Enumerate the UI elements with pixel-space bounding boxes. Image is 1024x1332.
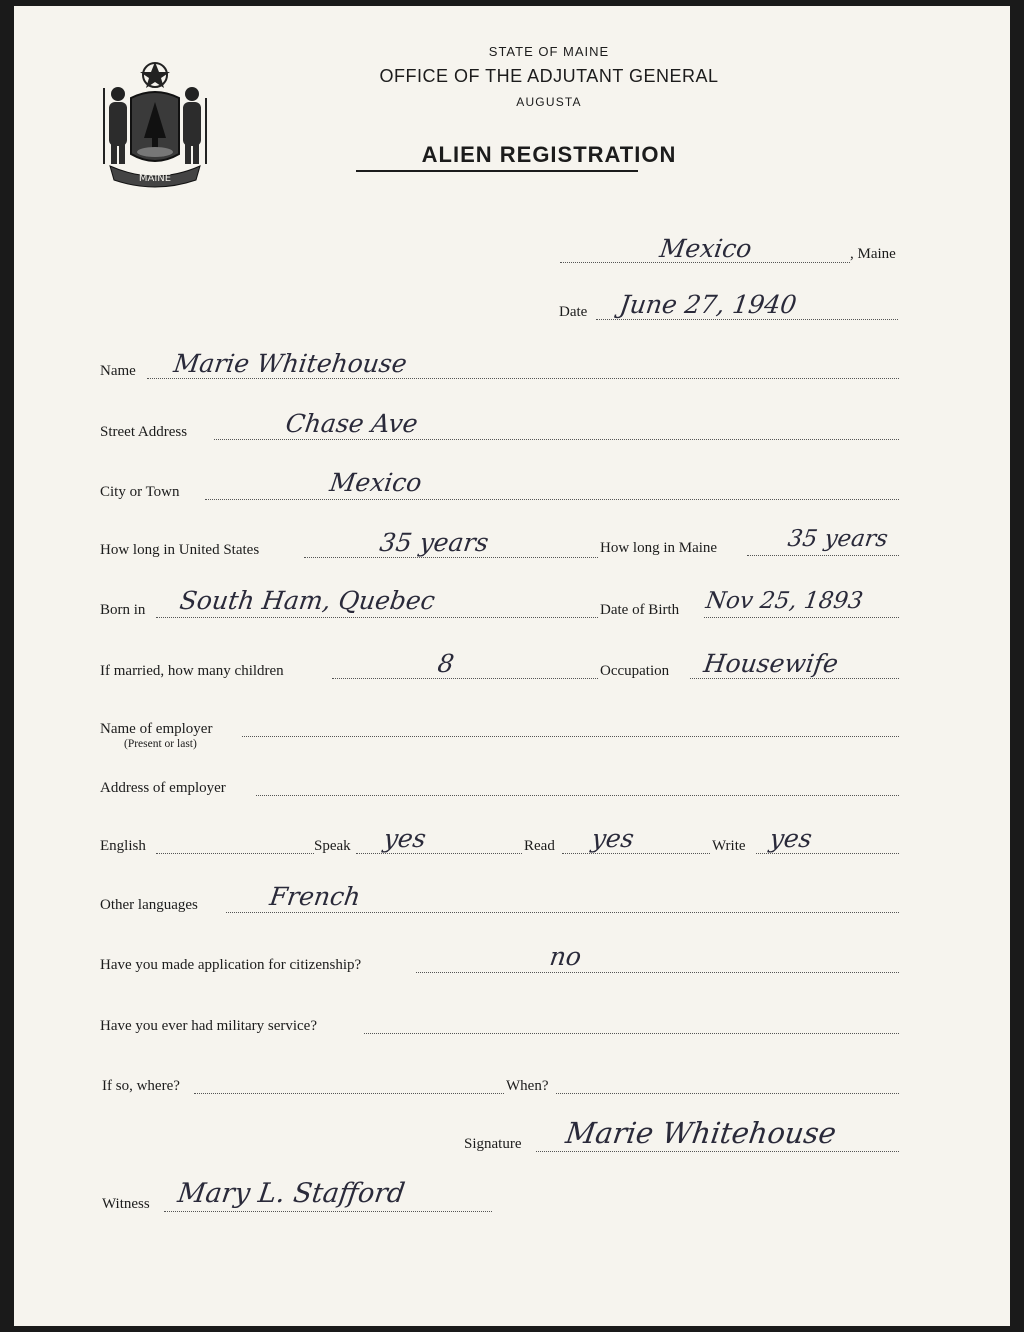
signature-line xyxy=(536,1151,899,1152)
witness-value: Mary L. Stafford xyxy=(175,1178,407,1209)
speak-label: Speak xyxy=(314,838,351,854)
witness-label: Witness xyxy=(102,1196,150,1212)
us-years-line xyxy=(304,557,598,558)
maine-label: , Maine xyxy=(850,246,896,262)
us-years-label: How long in United States xyxy=(100,542,260,558)
occupation-value: Housewife xyxy=(701,649,841,678)
town-value: Mexico xyxy=(657,234,754,263)
dob-line xyxy=(704,617,899,618)
children-value: 8 xyxy=(435,649,456,678)
street-label: Street Address xyxy=(100,424,188,440)
city-label: City or Town xyxy=(100,484,180,500)
us-years-value: 35 years xyxy=(377,528,491,557)
citizenship-line xyxy=(416,972,899,973)
title-underline xyxy=(356,170,638,172)
write-value: yes xyxy=(767,824,814,853)
city-value: Mexico xyxy=(327,468,424,497)
employer-address-label: Address of employer xyxy=(100,780,226,796)
other-languages-label: Other languages xyxy=(100,897,198,913)
read-value: yes xyxy=(589,824,636,853)
where-line xyxy=(194,1093,504,1094)
witness-line xyxy=(164,1211,492,1212)
header-city: AUGUSTA xyxy=(516,95,582,109)
dob-value: Nov 25, 1893 xyxy=(704,588,865,614)
employer-label: Name of employer xyxy=(100,721,213,737)
children-line xyxy=(332,678,598,679)
registration-form-page xyxy=(14,6,1010,1326)
children-label: If married, how many children xyxy=(100,663,284,679)
city-line xyxy=(205,499,899,500)
when-line xyxy=(556,1093,899,1094)
maine-years-line xyxy=(747,555,899,556)
occupation-line xyxy=(690,678,899,679)
military-label: Have you ever had military service? xyxy=(100,1018,317,1034)
street-value: Chase Ave xyxy=(283,409,420,438)
when-label: When? xyxy=(506,1078,549,1094)
date-value: June 27, 1940 xyxy=(617,290,799,319)
read-line xyxy=(562,853,710,854)
header-state: STATE OF MAINE xyxy=(488,44,610,59)
occupation-label: Occupation xyxy=(600,663,670,679)
date-line xyxy=(596,319,898,320)
signature-label: Signature xyxy=(464,1136,522,1152)
employer-line xyxy=(242,736,899,737)
form-title: ALIEN REGISTRATION xyxy=(421,142,677,167)
born-value: South Ham, Quebec xyxy=(177,586,437,615)
born-label: Born in xyxy=(100,602,146,618)
speak-line xyxy=(356,853,522,854)
employer-address-line xyxy=(256,795,899,796)
employer-sublabel: (Present or last) xyxy=(124,738,197,750)
street-line xyxy=(214,439,899,440)
maine-years-value: 35 years xyxy=(786,526,890,552)
other-languages-value: French xyxy=(267,882,363,911)
name-line xyxy=(147,378,899,379)
svg-text:MAINE: MAINE xyxy=(138,173,172,184)
name-label: Name xyxy=(100,363,136,379)
maine-state-seal-icon xyxy=(96,58,214,190)
read-label: Read xyxy=(524,838,555,854)
citizenship-label: Have you made application for citizenship? xyxy=(100,957,362,973)
english-line xyxy=(156,853,314,854)
write-line xyxy=(756,853,899,854)
speak-value: yes xyxy=(381,824,428,853)
citizenship-value: no xyxy=(547,942,584,971)
write-label: Write xyxy=(712,838,746,854)
other-languages-line xyxy=(226,912,899,913)
where-label: If so, where? xyxy=(102,1078,180,1094)
date-label: Date xyxy=(559,304,588,320)
military-line xyxy=(364,1033,899,1034)
born-line xyxy=(156,617,598,618)
dob-label: Date of Birth xyxy=(600,602,680,618)
name-value: Marie Whitehouse xyxy=(171,349,409,378)
header-office: OFFICE OF THE ADJUTANT GENERAL xyxy=(379,66,719,86)
signature-value: Marie Whitehouse xyxy=(563,1116,839,1150)
maine-years-label: How long in Maine xyxy=(600,540,718,556)
english-label: English xyxy=(100,838,146,854)
